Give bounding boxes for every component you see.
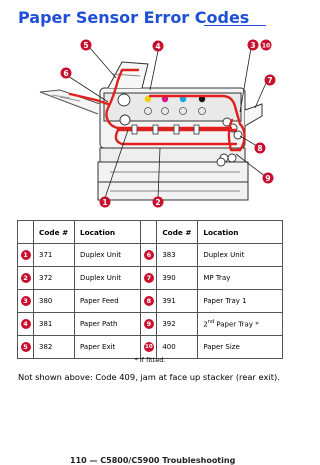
code-cell: 382: [34, 336, 75, 359]
code-cell: 371: [34, 244, 75, 267]
callout-2: [153, 197, 164, 208]
callout-badge: 10: [145, 344, 153, 350]
location-text: Paper Tray *: [214, 320, 259, 329]
callout-10: [261, 40, 272, 51]
title-underline: [204, 25, 266, 26]
table-footnote: * If fitted.: [134, 356, 166, 364]
header-code-left: Code #: [34, 221, 75, 244]
svg-text:4: 4: [155, 42, 161, 51]
error-code-table: [17, 220, 283, 359]
callout-badge: 7: [144, 273, 154, 283]
svg-text:3: 3: [250, 41, 256, 50]
location-cell: Paper Path: [75, 313, 141, 336]
page-title: Paper Sensor Error Codes: [18, 8, 250, 27]
location-cell: Duplex Unit: [75, 244, 141, 267]
svg-text:9: 9: [265, 174, 271, 183]
location-cell: Paper Size: [198, 336, 283, 359]
location-cell: Paper Tray 1: [198, 290, 283, 313]
callout-3: [248, 40, 259, 51]
code-cell: 400: [157, 336, 198, 359]
svg-text:6: 6: [63, 69, 69, 78]
callout-badge: 4: [21, 319, 31, 329]
table-row: [18, 244, 283, 267]
printer-diagram: [0, 30, 300, 215]
callout-8: [255, 143, 266, 154]
callout-badge: 1: [21, 250, 31, 260]
callout-badge: 6: [144, 250, 154, 260]
location-cell: Paper Feed: [75, 290, 141, 313]
header-code-right: Code #: [157, 221, 198, 244]
header-num-left: [18, 221, 34, 244]
callout-badge: 5: [21, 342, 31, 352]
location-ordinal-suffix: nd: [207, 319, 215, 326]
code-cell: 392: [157, 313, 198, 336]
table-row: [18, 313, 283, 336]
table-row: [18, 290, 283, 313]
callout-badge: 9: [144, 319, 154, 329]
callout-badge: 2: [21, 273, 31, 283]
code-cell: 390: [157, 267, 198, 290]
location-cell: MP Tray: [198, 267, 283, 290]
header-location-right: Location: [198, 221, 283, 244]
callout-badge: 3: [21, 296, 31, 306]
svg-text:10: 10: [261, 42, 271, 50]
location-cell: Duplex Unit: [198, 244, 283, 267]
location-ordinal: 2: [203, 320, 208, 329]
code-cell: 372: [34, 267, 75, 290]
callout-4: [153, 41, 164, 52]
svg-text:2: 2: [155, 198, 161, 207]
svg-text:1: 1: [102, 198, 108, 207]
code-cell: 391: [157, 290, 198, 313]
svg-text:8: 8: [257, 144, 263, 153]
callout-badge: 8: [144, 296, 154, 306]
callout-6: [61, 68, 72, 79]
code-cell: 383: [157, 244, 198, 267]
location-cell: Duplex Unit: [75, 267, 141, 290]
page-footer: 110 — C5800/C5900 Troubleshooting: [70, 456, 236, 465]
header-num-right: [141, 221, 157, 244]
svg-text:5: 5: [83, 41, 89, 50]
svg-text:7: 7: [267, 76, 273, 85]
table-header-row: [18, 221, 283, 244]
code-cell: 380: [34, 290, 75, 313]
callout-9: [263, 173, 274, 184]
location-cell: [198, 313, 283, 336]
callout-1: [100, 197, 111, 208]
code-cell: 381: [34, 313, 75, 336]
callout-7: [265, 75, 276, 86]
callout-5: [81, 40, 92, 51]
header-location-left: Location: [75, 221, 141, 244]
table-row: [18, 267, 283, 290]
location-cell: Paper Exit: [75, 336, 141, 359]
not-shown-note: Not shown above: Code 409, jam at face up stacker (rear exit).: [18, 372, 280, 382]
